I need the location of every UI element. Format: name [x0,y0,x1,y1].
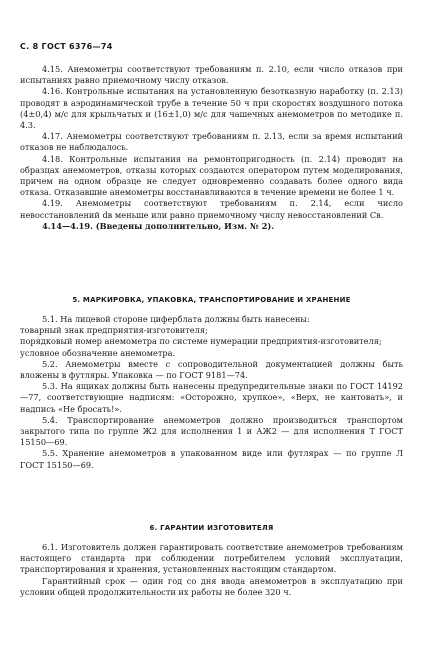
section6-body [20,542,403,598]
paragraph-4-19: 4.19. Анемометры соответствуют требованиям п. 2.14, если число невосстановлений dв меньше или равно приемочному числу невосстановлений Cв. [20,198,403,220]
list-item-serial-number: порядковый номер анемометра по системе нумерации предприятия-изготовителя; [20,336,382,347]
paragraph-5-5: 5.5. Хранение анемометров в упакованном виде или футлярах — по группе Л ГОСТ 15150—69. [20,448,403,470]
list-item-trademark: товарный знак предприятия-изготовителя; [20,325,208,336]
page-header: С. 8 ГОСТ 6376—74 [20,42,113,51]
paragraph-5-2: 5.2. Анемометры вместе с сопроводительной документацией должны быть вложены в футляры. Упаковка — по ГОСТ 9181—74. [20,358,403,381]
amendment-note: 4.14—4.19. (Введены дополнительно, Изм. № 2). [42,220,275,231]
section4-continuation [20,64,403,232]
section-6-title: 6. ГАРАНТИИ ИЗГОТОВИТЕЛЯ [149,524,274,532]
section-5-title: 5. МАРКИРОВКА, УПАКОВКА, ТРАНСПОРТИРОВАНИЕ И ХРАНЕНИЕ [72,296,351,304]
paragraph-6-1: 6.1. Изготовитель должен гарантировать соответствие анемометров требованиям настоящего стандарта при соблюдении потребителем условий эксплуатации, транспортирования и хранения, установленных настоящим стандартом. [20,542,403,575]
paragraph-warranty: Гарантийный срок — один год со дня ввода анемометров в эксплуатацию при условии общей продолжительности их работы не более 320 ч. [20,575,403,597]
paragraph-4-18: 4.18. Контрольные испытания на ремонтопригодность (п. 2.14) проводят на образцах анемометров, отказы которых создаются оператором путем моделирования, причем на одном образце не следует одновременно создавать более одного вида отказа. Отказавшие анемометры восстанавливаются в течение времени не более 1 ч. [20,153,403,198]
paragraph-4-17: 4.17. Анемометры соответствуют требованиям п. 2.13, если за время испытаний отказов не наблюдалось. [20,131,403,153]
paragraph-4-15: 4.15. Анемометры соответствуют требованиям п. 2.10, если число отказов при испытаниях равно приемочному числу отказов. [20,64,403,86]
section5-body [20,314,403,471]
paragraph-4-16: 4.16. Контрольные испытания на установленную безотказную наработку (п. 2.13) проводят в аэродинамической трубе в течение 50 ч при скоростях воздушного потока (4±0,4) м/с для крыльчатых и (16±1,0) м/с для чашечных анемометров по методике п. 4.3. [20,86,403,131]
paragraph-5-1: 5.1. На лицевой стороне циферблата должны быть нанесены: [42,314,310,324]
list-item-designation: условное обозначение анемометра. [20,347,176,358]
paragraph-5-3: 5.3. На ящиках должны быть нанесены предупредительные знаки по ГОСТ 14192—77, соответствующие надписям: «Осторожно, хрупкое», «Верх, не кантовать», и надпись «Не бросать!». [20,381,403,414]
paragraph-5-4: 5.4. Транспортирование анемометров должно производиться транспортом закрытого типа по группе Ж2 для исполнения 1 и АЖ2 — для исполнения Т ГОСТ 15150—69. [20,414,403,448]
